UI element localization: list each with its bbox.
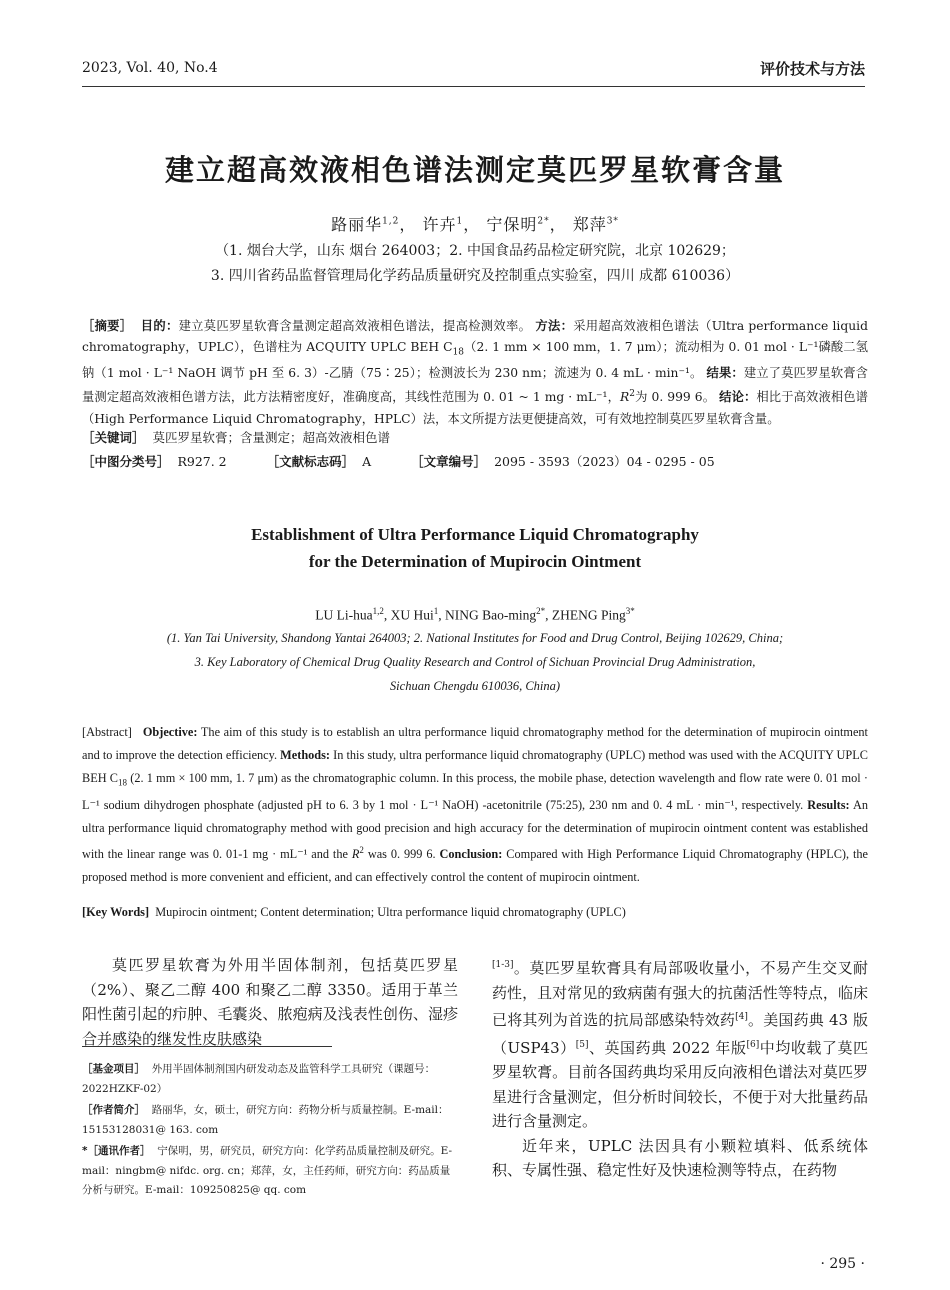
paper-title-en-line2: for the Determination of Mupirocin Ointment	[308, 552, 642, 571]
affiliation-en-line3: Sichuan Chengdu 610036, China)	[389, 679, 561, 693]
affiliation-en-line2: 3. Key Laboratory of Chemical Drug Quality Research and Control of Sichuan Provincial Drug Administration,	[194, 655, 756, 669]
footnote-fund: ［基金项目］ 外用半固体制剂国内研发动态及监管科学工具研究（课题号：2022HZKF-02）	[82, 1063, 436, 1095]
header-divider	[82, 86, 865, 87]
keywords-zh: ［关键词］ 莫匹罗星软膏；含量测定；超高效液相色谱	[82, 430, 390, 445]
affiliation-zh-line2: 3. 四川省药品监督管理局化学药品质量研究及控制重点实验室，四川 成都 610036）	[210, 268, 740, 284]
affiliation-en-line1: (1. Yan Tai University, Shandong Yantai 264003; 2. National Institutes for Food and Drug Control, Beijing 102629, China;	[166, 631, 784, 645]
keywords-en: [Key Words] Mupirocin ointment; Content determination; Ultra performance liquid chromatography (UPLC)	[82, 905, 626, 919]
body-column-left	[82, 953, 458, 1051]
paper-title-zh: 建立超高效液相色谱法测定莫匹罗星软膏含量	[164, 153, 785, 187]
body-paragraph-1: 莫匹罗星软膏为外用半固体制剂，包括莫匹罗星（2%）、聚乙二醇 400 和聚乙二醇 3350。适用于革兰阳性菌引起的疖肿、毛囊炎、脓疱病及浅表性创伤、湿疹合并感染的继发性皮肤感染	[82, 956, 458, 1048]
classification-row: ［中图分类号］ R927. 2 ［文献标志码］ A ［文章编号］ 2095 - 3593（2023）04 - 0295 - 05	[82, 454, 715, 469]
footnote-corresponding: *［通讯作者］ 宁保明，男，研究员，研究方向：化学药品质量控制及研究。E-mail：ningbm@ nifdc. org. cn；郑萍，女，主任药师，研究方向：药品质量分析与研究。E-mail：109250825@ qq. com	[82, 1145, 453, 1196]
abstract-zh: ［摘要］ 目的：建立莫匹罗星软膏含量测定超高效液相色谱法，提高检测效率。 方法：采用超高效液相色谱法（Ultra performance liquid chromatography，UPLC），色谱柱为 ACQUITY UPLC BEH $C_{18}(2$. 1 mm × 100 mm，1. 7 μm）；流动相为 0. 01 mol · L⁻¹磷酸二氢钠（1 mol · L⁻¹ NaOH 调节 pH 至 6. 3）-乙腈（75∶25）；检测波长为 230 nm；流速为 0. 4 mL · min⁻¹。 结果：建立了莫匹罗星软膏含量测定超高效液相色谱方法，此方法精密度好，准确度高，其线性范围为 0. 01 ~ 1 mg · mL⁻¹，$R^2$为 0. 999 6。 结论：相比于高效液相色谱（High Performance Liquid Chromatography，HPLC）法，本文所提方法更便捷高效，可有效地控制莫匹罗星软膏含量。	[82, 319, 869, 426]
author: 许卉	[422, 215, 457, 234]
section-title: 评价技术与方法	[759, 60, 865, 78]
body-paragraph-2: 近年来，UPLC 法因具有小颗粒填料、低系统体积、专属性强、稳定性好及快速检测等特点，在药物	[492, 1136, 868, 1179]
authors-zh: 路丽华$^{1,2}$， 许卉$^1$， 宁保明$^{2*}$， 郑萍$^{3*}$	[331, 215, 619, 234]
affiliation-zh-line1: （1. 烟台大学，山东 烟台 264003；2. 中国食品药品检定研究院，北京 102629；	[215, 243, 735, 259]
author: 路丽华	[331, 215, 383, 234]
body-column-right	[492, 953, 868, 1183]
author: 宁保明	[486, 215, 538, 234]
body-paragraph-1-cont: [1-3]。莫匹罗星软膏具有局部吸收量小，不易产生交叉耐药性，且对常见的致病菌有强大的抗菌活性等特点，临床已将其列为首选的抗局部感染特效药[4]。美国药典 43 版（USP43）[5]、英国药典 2022 年版[6]中均收载了莫匹罗星软膏。目前各国药典均采用反向液相色谱法对莫匹罗星进行含量测定，但分析时间较长，不便于对大批量药品进行含量测定。	[492, 959, 868, 1130]
page-number: · 295 ·	[820, 1256, 865, 1272]
paper-title-en-line1: Establishment of Ultra Performance Liquid Chromatography	[251, 525, 699, 544]
author: 郑萍	[572, 215, 607, 234]
abstract-en: [Abstract] Objective: The aim of this study is to establish an ultra performance liquid chromatography method for the determination of mupirocin ointment and to improve the detection efficiency. Methods: In this study, ultra performance liquid chromatography (UPLC) method was used with the ACQUITY UPLC BEH $C_{18}$ (2. 1 mm × 100 mm, 1. 7 μm) as the chromatographic column. In this process, the mobile phase, detection wavelength and flow rate were 0. 01 mol · L⁻¹ sodium dihydrogen phosphate (adjusted pH to 6. 3 by 1 mol · L⁻¹ NaOH) -acetonitrile (75:25), 230 nm and 0. 4 mL · min⁻¹, respectively. Results: An ultra performance liquid chromatography method with good precision and high accuracy for the determination of mupirocin ointment content was established with the linear range was 0. 01-1 mg · mL⁻¹ and the $R^2$ was 0. 999 6. Conclusion: Compared with High Performance Liquid Chromatography (HPLC), the proposed method is more convenient and efficient, and can effectively control the content of mupirocin ointment.	[82, 725, 869, 885]
journal-issue: 2023, Vol. 40, No.4	[82, 60, 218, 76]
authors-en: LU Li-hua$^{1,2}$, XU Hui$^1$, NING Bao-ming$^{2*}$, ZHENG Ping$^{3*}$	[315, 606, 635, 623]
footnote-divider	[82, 1046, 332, 1047]
footnote-author: ［作者简介］ 路丽华，女，硕士，研究方向：药物分析与质量控制。E-mail：15153128031@ 163. com	[82, 1104, 449, 1136]
